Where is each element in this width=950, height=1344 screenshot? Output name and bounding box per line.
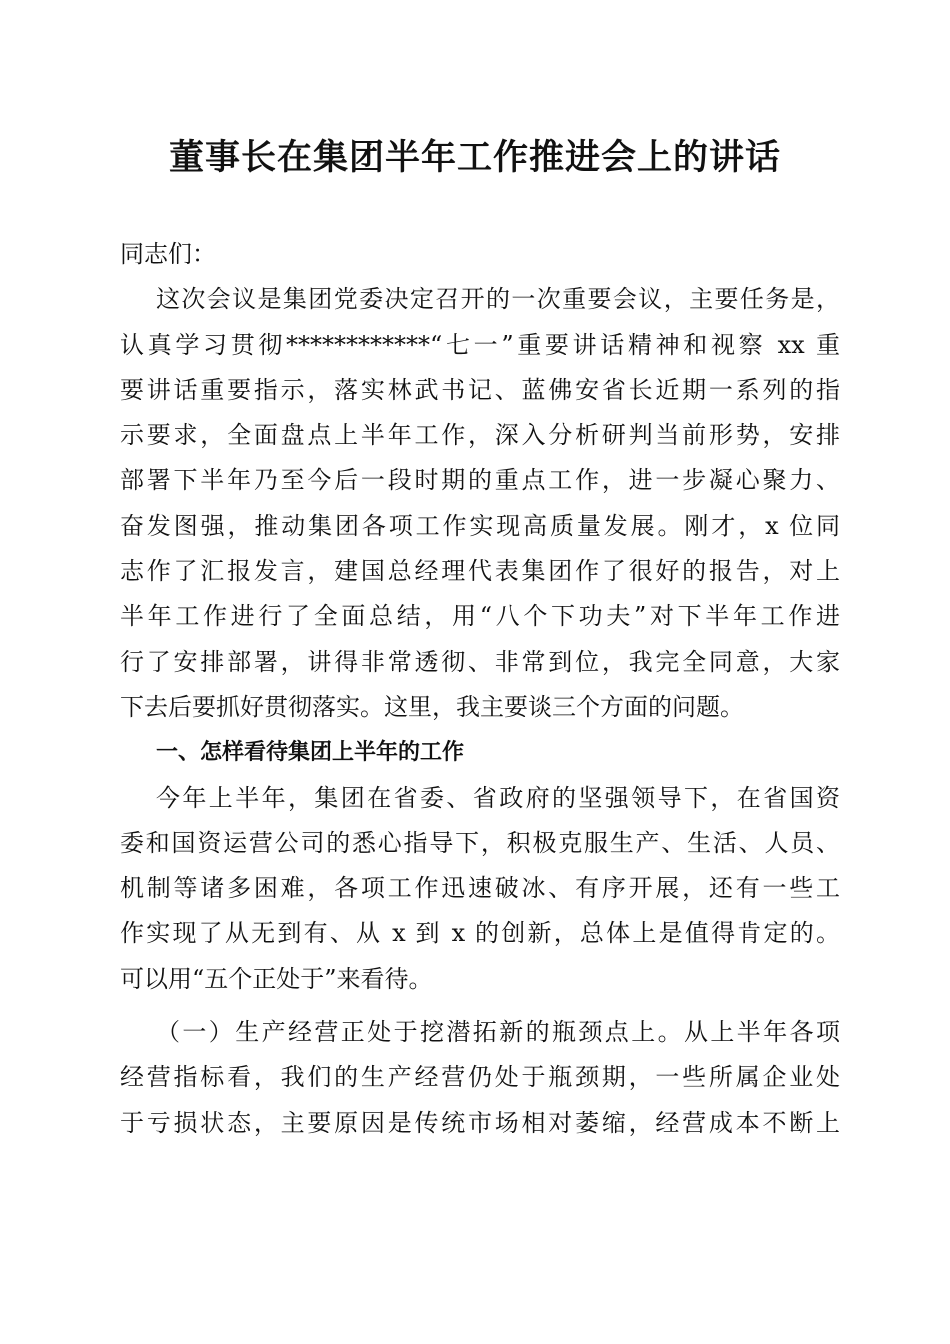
paragraph-line: 委和国资运营公司的悉心指导下，积极克服生产、生活、人员、	[120, 828, 840, 857]
paragraph-line: 志作了汇报发言，建国总经理代表集团作了很好的报告，对上	[120, 557, 840, 586]
paragraph-3	[120, 1010, 840, 1146]
paragraph-line: 行了安排部署，讲得非常透彻、非常到位，我完全同意，大家	[120, 647, 840, 676]
paragraph-line: 经营指标看，我们的生产经营仍处于瓶颈期，一些所属企业处	[120, 1063, 840, 1092]
document-body	[120, 232, 840, 1146]
salutation: 同志们：	[120, 240, 216, 268]
section-heading: 一、怎样看待集团上半年的工作	[156, 740, 465, 766]
document-title: 董事长在集团半年工作推进会上的讲话	[168, 137, 781, 178]
paragraph-line: 这次会议是集团党委决定召开的一次重要会议，主要任务是，	[156, 285, 840, 314]
paragraph-line: 认真学习贯彻************“七一”重要讲话精神和视察 xx 重	[120, 330, 840, 359]
paragraph-line: 今年上半年，集团在省委、省政府的坚强领导下，在省国资	[156, 783, 840, 812]
paragraph-line: 作实现了从无到有、从 x 到 x 的创新，总体上是值得肯定的。	[120, 919, 840, 948]
paragraph-1	[120, 277, 840, 730]
paragraph-2	[120, 776, 840, 1002]
paragraph-line: 要讲话重要指示，落实林武书记、蓝佛安省长近期一系列的指	[120, 375, 840, 404]
paragraph-line: 下去后要抓好贯彻落实。这里，我主要谈三个方面的问题。	[120, 692, 744, 721]
paragraph-line: 机制等诸多困难，各项工作迅速破冰、有序开展，还有一些工	[120, 874, 840, 903]
paragraph-line: 部署下半年乃至今后一段时期的重点工作，进一步凝心聚力、	[120, 466, 840, 495]
paragraph-line: （一）生产经营正处于挖潜拓新的瓶颈点上。从上半年各项	[156, 1018, 840, 1047]
paragraph-line: 奋发图强，推动集团各项工作实现高质量发展。刚才，x 位同	[120, 511, 840, 540]
paragraph-line: 于亏损状态，主要原因是传统市场相对萎缩，经营成本不断上	[120, 1108, 840, 1137]
paragraph-line: 可以用“五个正处于”来看待。	[120, 964, 433, 993]
paragraph-line: 半年工作进行了全面总结，用“八个下功夫”对下半年工作进	[120, 602, 840, 631]
paragraph-line: 示要求，全面盘点上半年工作，深入分析研判当前形势，安排	[120, 421, 840, 450]
